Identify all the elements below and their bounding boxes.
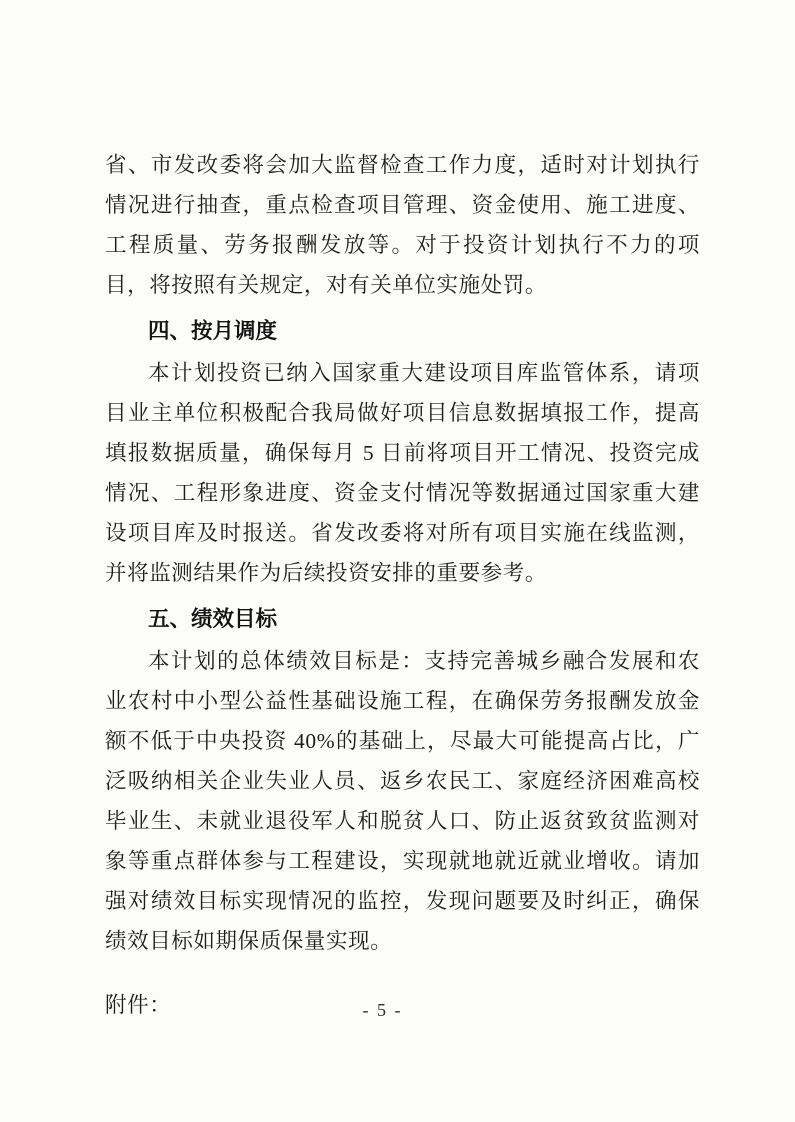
- attachment-label: 附件：: [105, 993, 172, 1017]
- section-body-monthly-dispatch: 本计划投资已纳入国家重大建设项目库监管体系，请项目业主单位积极配合我局做好项目信息数据填报工作，提高填报数据质量，确保每月 5 日前将项目开工情况、投资完成情况、工程形象进度、资金支付情况等数据通过国家重大建设项目库及时报送。省发改委将对所有项目实施在线监测，并将监测结果作为后续投资安排的重要参考。: [105, 361, 700, 585]
- page-number: - 5 -: [362, 1000, 403, 1020]
- section-heading-monthly-dispatch: 四、按月调度: [148, 319, 278, 343]
- continuation-paragraph: 省、市发改委将会加大监督检查工作力度，适时对计划执行情况进行抽查，重点检查项目管理、资金使用、施工进度、工程质量、劳务报酬发放等。对于投资计划执行不力的项目，将按照有关规定，对有关单位实施处罚。: [105, 153, 700, 297]
- section-heading-performance-goals: 五、绩效目标: [148, 607, 278, 631]
- section-body-performance-goals: 本计划的总体绩效目标是：支持完善城乡融合发展和农业农村中小型公益性基础设施工程，在确保劳务报酬发放金额不低于中央投资 40%的基础上，尽最大可能提高占比，广泛吸纳相关企业失业人员、返乡农民工、家庭经济困难高校毕业生、未就业退役军人和脱贫人口、防止返贫致贫监测对象等重点群体参与工程建设，实现就地就近就业增收。请加强对绩效目标实现情况的监控，发现问题要及时纠正，确保绩效目标如期保质保量实现。: [105, 649, 700, 953]
